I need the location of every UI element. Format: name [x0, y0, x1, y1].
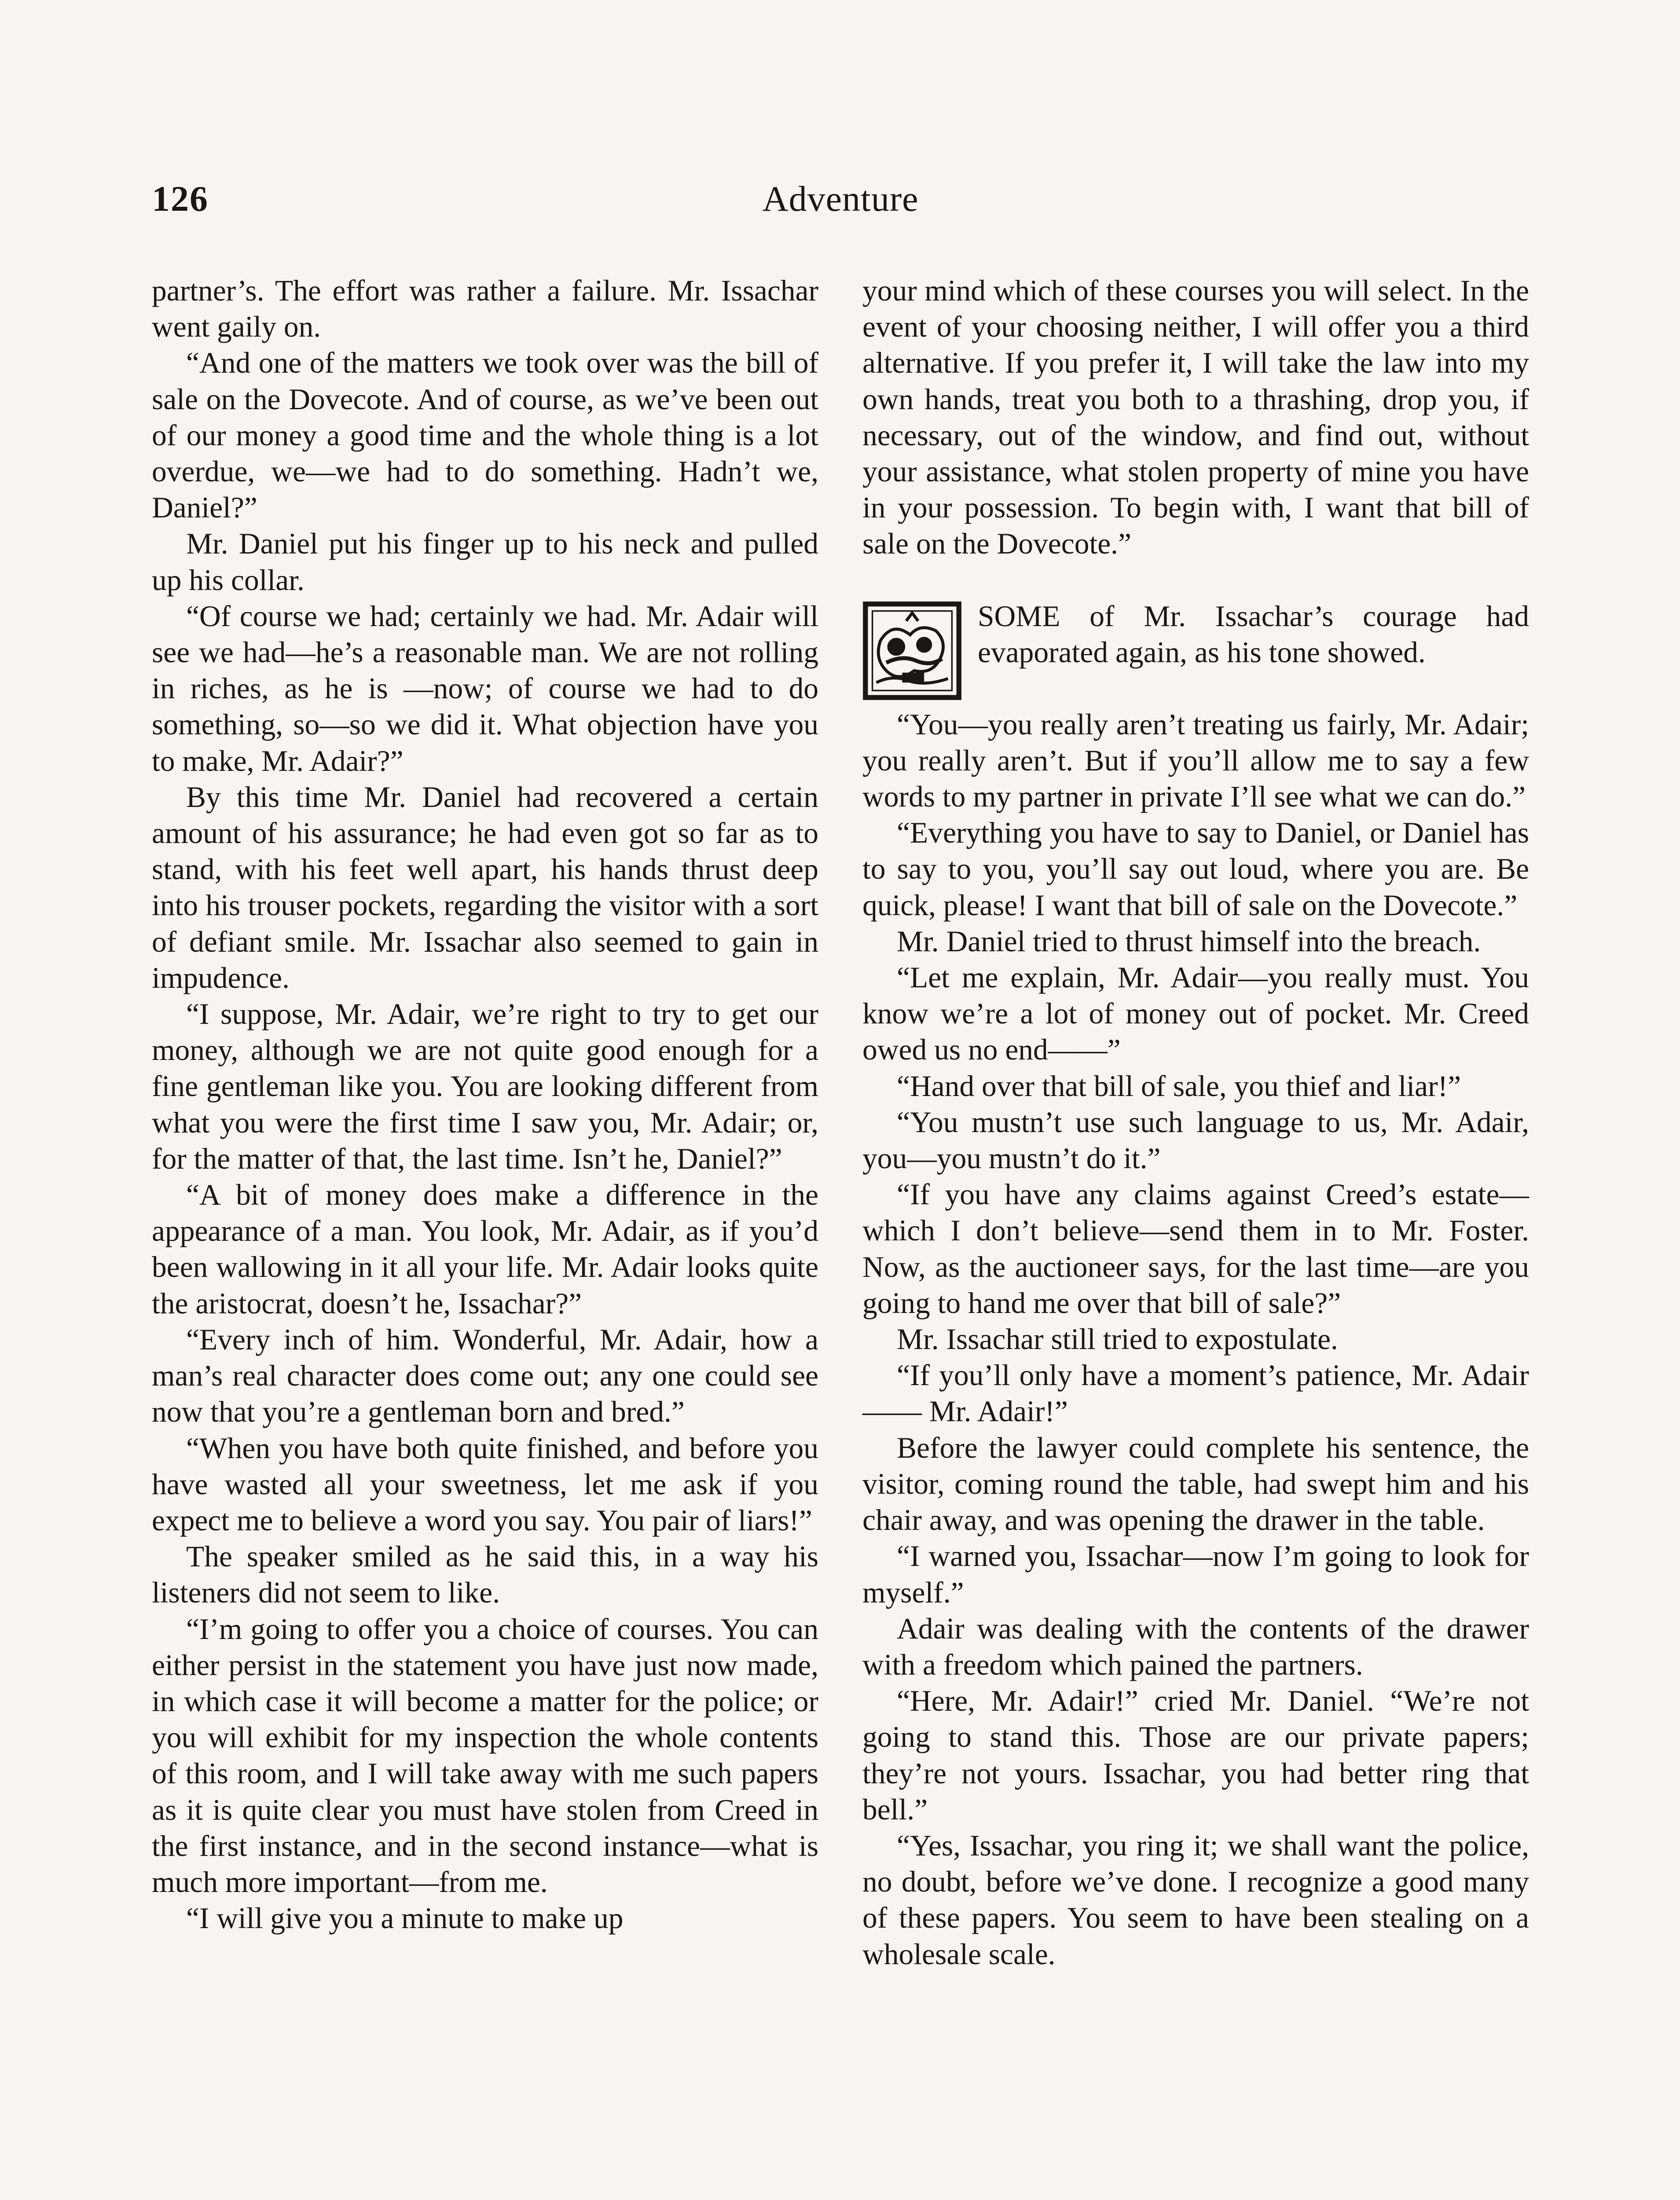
section-break — [862, 598, 1529, 707]
paragraph: “I warned you, Issachar—now I’m going to look for myself.” — [862, 1540, 1529, 1609]
paragraph: your mind which of these courses you will select. In the event of your choosing neither, I will offer you a third alternative. If you prefer it, I will take the law into my own hands, treat you both to a thrashing, drop you, if necessary, out of the window, and find out, without your assistance, what stolen property of mine you have in your possession. To begin with, I want that bill of sale on the Dovecote.” — [862, 274, 1529, 561]
paragraph: “You mustn’t use such language to us, Mr. Adair, you—you mustn’t do it.” — [862, 1105, 1529, 1175]
paragraph: “If you have any claims against Creed’s estate—which I don’t believe—send them in to Mr. Foster. Now, as the auctioneer says, for the last time—are you going to hand me over that bill of sale?” — [862, 1178, 1529, 1320]
paragraph: “Let me explain, Mr. Adair—you really must. You know we’re a lot of money out of pocket. Mr. Creed owed us no end——” — [862, 961, 1529, 1067]
paragraph: Adair was dealing with the contents of the drawer with a freedom which pained the partners. — [862, 1612, 1529, 1681]
paragraph: “If you’ll only have a moment’s patience, Mr. Adair—— Mr. Adair!” — [862, 1359, 1529, 1428]
page-header — [152, 178, 1529, 231]
left-column — [152, 273, 818, 1936]
paragraph: “Here, Mr. Adair!” cried Mr. Daniel. “We’re not going to stand this. Those are our private papers; they’re not yours. Issachar, you had better ring that bell.” — [862, 1684, 1529, 1826]
paragraph: Before the lawyer could complete his sentence, the visitor, coming round the table, had swept him and his chair away, and was opening the drawer in the table. — [862, 1431, 1529, 1537]
paragraph: “I’m going to offer you a choice of courses. You can either persist in the statement you have just now made, in which case it will become a matter for the police; or you will exhibit for my inspection the whole contents of this room, and I will take away with me such papers as it is quite clear you must have stolen from Creed in the first instance, and in the second instance—what is much more important—from me. — [152, 1612, 818, 1899]
paragraph: “When you have both quite finished, and before you have wasted all your sweetness, let me ask if you expect me to believe a word you say. You pair of liars!” — [152, 1431, 818, 1537]
running-title: Adventure — [762, 179, 919, 219]
decorative-vignette-icon — [862, 601, 962, 700]
paragraph: “Every inch of him. Wonderful, Mr. Adair, how a man’s real character does come out; any one could see now that you’re a gentleman born and bred.” — [152, 1323, 818, 1429]
right-column — [862, 273, 1529, 1973]
paragraph: “Of course we had; certainly we had. Mr. Adair will see we had—he’s a reasonable man. We are not rolling in riches, as he is —now; of course we had to do something, so—so we did it. What objection have you to make, Mr. Adair?” — [152, 599, 818, 777]
paragraph: Mr. Daniel tried to thrust himself into the breach. — [897, 924, 1481, 958]
paragraph: partner’s. The effort was rather a failure. Mr. Issachar went gaily on. — [152, 274, 818, 344]
paragraph: “I suppose, Mr. Adair, we’re right to try to get our money, although we are not quite good enough for a fine gentleman like you. You are looking different from what you were the first time I saw you, Mr. Adair; or, for the matter of that, the last time. Isn’t he, Daniel?” — [152, 997, 818, 1175]
paragraph: Mr. Daniel put his finger up to his neck and pulled up his collar. — [152, 527, 818, 597]
paragraph: “You—you really aren’t treating us fairly, Mr. Adair; you really aren’t. But if you’ll allow me to say a few words to my partner in private I’ll see what we can do.” — [862, 708, 1529, 814]
paragraph: “Hand over that bill of sale, you thief and liar!” — [897, 1069, 1461, 1103]
paragraph: “I will give you a minute to make up — [186, 1902, 624, 1935]
paragraph: “Yes, Issachar, you ring it; we shall want the police, no doubt, before we’ve done. I recognize a good many of these papers. You seem to have been stealing on a wholesale scale. — [862, 1829, 1529, 1971]
section-opening-paragraph: SOME of Mr. Issachar’s courage had evaporated again, as his tone showed. — [978, 599, 1529, 669]
paragraph: “Everything you have to say to Daniel, or Daniel has to say to you, you’ll say out loud, where you are. Be quick, please! I want that bill of sale on the Dovecote.” — [862, 816, 1529, 922]
paragraph: “And one of the matters we took over was the bill of sale on the Dovecote. And of course, as we’ve been out of our money a good time and the whole thing is a lot overdue, we—we had to do something. Hadn’t we, Daniel?” — [152, 346, 818, 524]
page-number: 126 — [152, 179, 209, 219]
paragraph: “A bit of money does make a difference in the appearance of a man. You look, Mr. Adair, as if you’d been wallowing in it all your life. Mr. Adair looks quite the aristocrat, doesn’t he, Issachar?” — [152, 1178, 818, 1320]
paragraph: Mr. Issachar still tried to expostulate. — [897, 1323, 1338, 1356]
paragraph: By this time Mr. Daniel had recovered a certain amount of his assurance; he had even got so far as to stand, with his feet well apart, his hands thrust deep into his trouser pockets, regarding the visitor with a sort of defiant smile. Mr. Issachar also seemed to gain in impudence. — [152, 780, 818, 994]
paragraph: The speaker smiled as he said this, in a way his listeners did not seem to like. — [152, 1540, 818, 1610]
